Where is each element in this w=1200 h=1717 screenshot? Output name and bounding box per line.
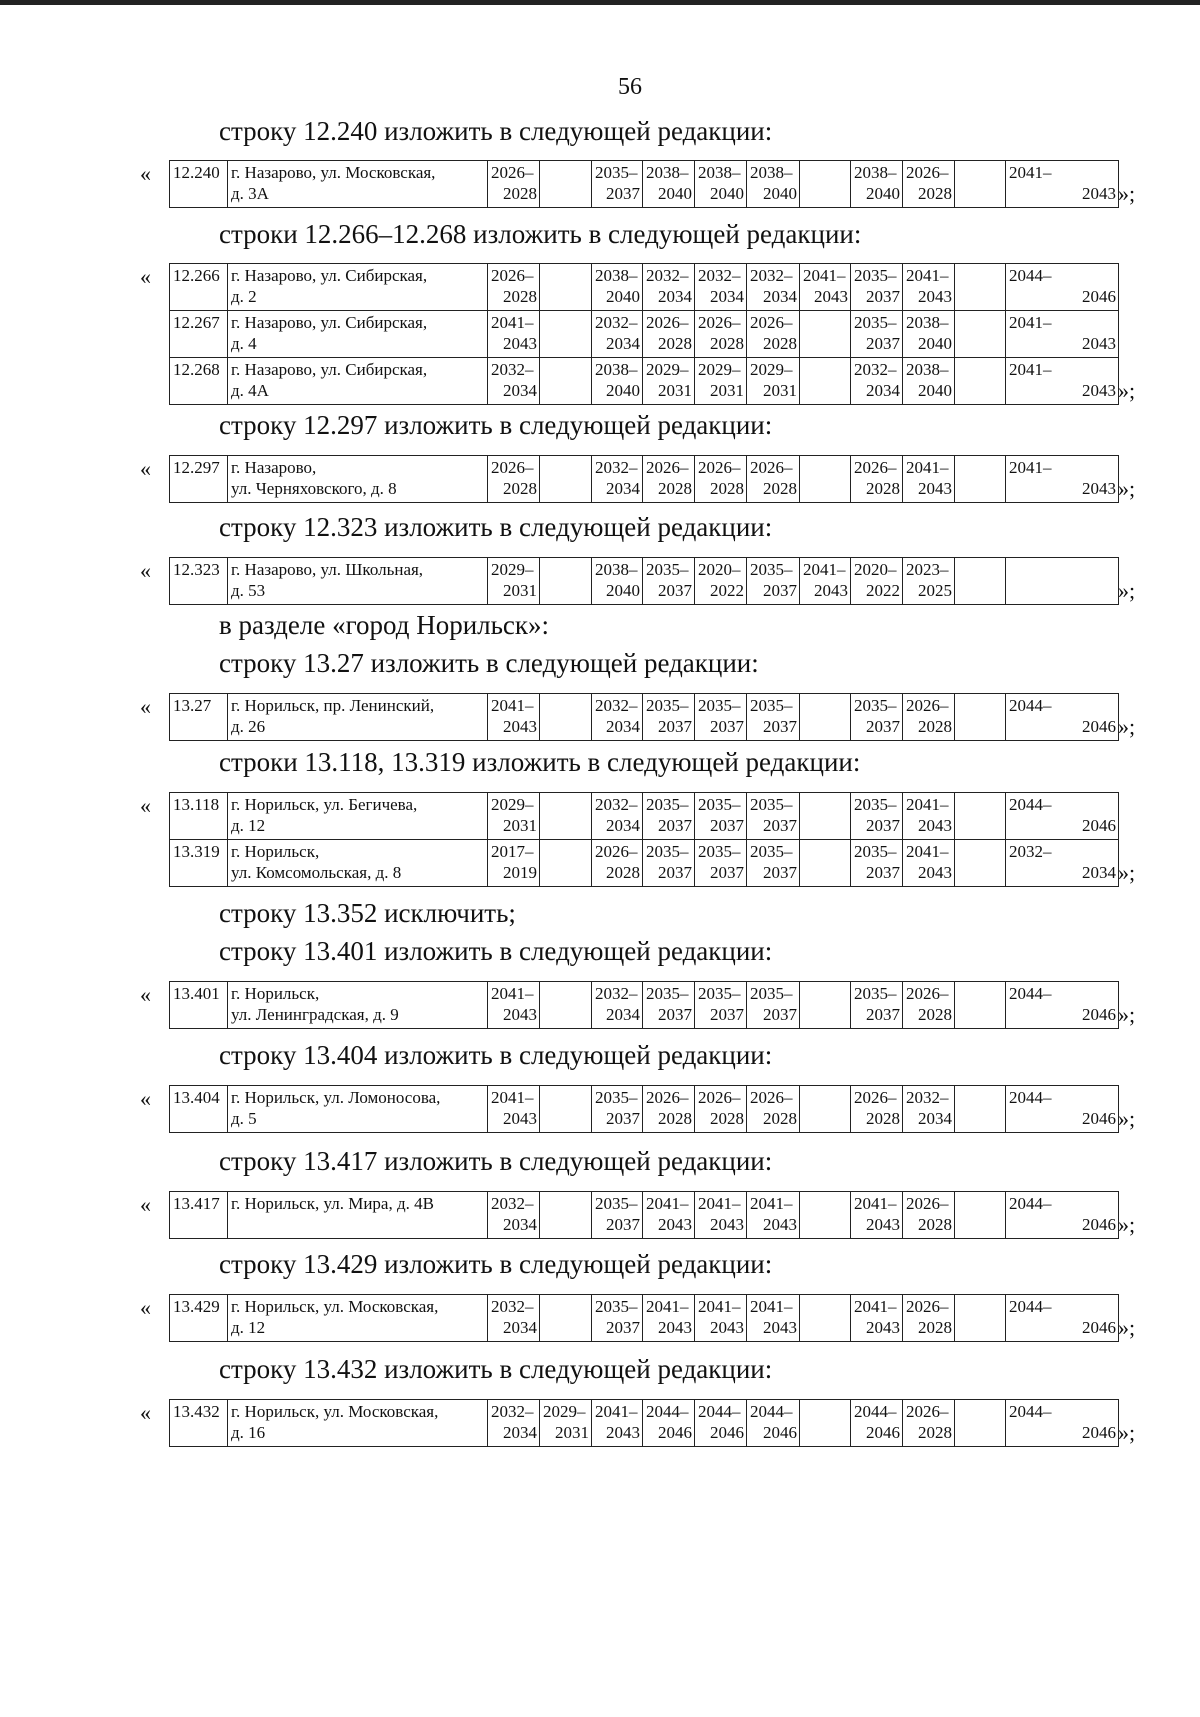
- year-range-cell: 2035– 2037: [643, 982, 695, 1029]
- table-row: [170, 982, 1119, 1029]
- address-cell: г. Норильск, ул. Московская, д. 16: [228, 1400, 488, 1447]
- year-range-cell: 2029– 2031: [695, 358, 747, 405]
- year-range-cell: 2035– 2037: [747, 694, 800, 741]
- address-cell: г. Назарово, ул. Школьная, д. 53: [228, 558, 488, 605]
- year-range-cell: 2044– 2046: [1006, 1400, 1119, 1447]
- open-quote: «: [140, 264, 151, 289]
- year-range-cell: 2026– 2028: [643, 311, 695, 358]
- year-range-cell: 2032– 2034: [643, 264, 695, 311]
- amendment-table: [169, 693, 1119, 741]
- year-range-cell: 2035– 2037: [592, 161, 643, 208]
- year-range-cell: [800, 358, 851, 405]
- open-quote: «: [140, 1295, 151, 1320]
- year-range-cell: 2029– 2031: [540, 1400, 592, 1447]
- table-row: [170, 1295, 1119, 1342]
- year-range-cell: 2032– 2034: [488, 1295, 540, 1342]
- year-range-cell: 2032– 2034: [592, 456, 643, 503]
- year-range-cell: 2032– 2034: [695, 264, 747, 311]
- year-range-cell: 2026– 2028: [903, 694, 955, 741]
- year-range-cell: [955, 1295, 1006, 1342]
- year-range-cell: 2041– 2043: [1006, 161, 1119, 208]
- table-row: [170, 694, 1119, 741]
- open-quote: «: [140, 793, 151, 818]
- year-range-cell: 2044– 2046: [1006, 793, 1119, 840]
- year-range-cell: [800, 1086, 851, 1133]
- year-range-cell: [955, 1086, 1006, 1133]
- year-range-cell: [955, 358, 1006, 405]
- year-range-cell: 2020– 2022: [695, 558, 747, 605]
- section-heading: строку 13.352 исключить;: [219, 898, 516, 928]
- year-range-cell: [955, 161, 1006, 208]
- section-heading: строки 13.118, 13.319 изложить в следующей редакции:: [219, 747, 861, 777]
- year-range-cell: 2035– 2037: [592, 1192, 643, 1239]
- amendment-table: [169, 263, 1119, 405]
- section-heading: строку 13.404 изложить в следующей редакции:: [219, 1040, 773, 1070]
- year-range-cell: 2026– 2028: [851, 1086, 903, 1133]
- row-number: 13.404: [170, 1086, 228, 1133]
- open-quote: «: [140, 694, 151, 719]
- row-number: 13.27: [170, 694, 228, 741]
- address-cell: г. Назарово, ул. Сибирская, д. 4: [228, 311, 488, 358]
- table-row: [170, 1192, 1119, 1239]
- close-quote: »;: [1118, 378, 1136, 403]
- table-row: [170, 311, 1119, 358]
- year-range-cell: [540, 1192, 592, 1239]
- year-range-cell: 2032– 2034: [592, 694, 643, 741]
- year-range-cell: 2044– 2046: [1006, 1086, 1119, 1133]
- year-range-cell: [800, 456, 851, 503]
- address-cell: г. Назарово, ул. Сибирская, д. 2: [228, 264, 488, 311]
- year-range-cell: 2026– 2028: [747, 1086, 800, 1133]
- year-range-cell: [540, 840, 592, 887]
- section-heading: строку 13.27 изложить в следующей редакции:: [219, 648, 759, 678]
- year-range-cell: 2026– 2028: [592, 840, 643, 887]
- address-cell: г. Назарово, ул. Московская, д. 3А: [228, 161, 488, 208]
- year-range-cell: [1006, 558, 1119, 605]
- amendment-table: [169, 1294, 1119, 1342]
- year-range-cell: 2044– 2046: [1006, 982, 1119, 1029]
- year-range-cell: 2026– 2028: [747, 311, 800, 358]
- year-range-cell: 2026– 2028: [488, 264, 540, 311]
- year-range-cell: 2035– 2037: [747, 558, 800, 605]
- row-number: 13.432: [170, 1400, 228, 1447]
- close-quote: »;: [1118, 476, 1136, 501]
- year-range-cell: [540, 311, 592, 358]
- row-number: 12.240: [170, 161, 228, 208]
- close-quote: »;: [1118, 714, 1136, 739]
- year-range-cell: [800, 311, 851, 358]
- year-range-cell: 2038– 2040: [592, 358, 643, 405]
- table-row: [170, 840, 1119, 887]
- year-range-cell: 2035– 2037: [643, 840, 695, 887]
- table-row: [170, 161, 1119, 208]
- year-range-cell: 2041– 2043: [1006, 311, 1119, 358]
- open-quote: «: [140, 558, 151, 583]
- close-quote: »;: [1118, 181, 1136, 206]
- year-range-cell: 2038– 2040: [747, 161, 800, 208]
- close-quote: »;: [1118, 1106, 1136, 1131]
- address-cell: г. Норильск, ул. Комсомольская, д. 8: [228, 840, 488, 887]
- year-range-cell: 2041– 2043: [488, 694, 540, 741]
- amendment-table: [169, 792, 1119, 887]
- year-range-cell: 2029– 2031: [488, 793, 540, 840]
- year-range-cell: 2041– 2043: [1006, 358, 1119, 405]
- year-range-cell: [540, 358, 592, 405]
- year-range-cell: 2044– 2046: [747, 1400, 800, 1447]
- amendment-table: [169, 1085, 1119, 1133]
- section-heading: строку 13.401 изложить в следующей редакции:: [219, 936, 773, 966]
- year-range-cell: 2026– 2028: [903, 1400, 955, 1447]
- year-range-cell: 2038– 2040: [851, 161, 903, 208]
- address-cell: г. Норильск, ул. Московская, д. 12: [228, 1295, 488, 1342]
- page-number: 56: [618, 74, 642, 100]
- year-range-cell: 2026– 2028: [903, 982, 955, 1029]
- year-range-cell: 2038– 2040: [592, 558, 643, 605]
- table-row: [170, 358, 1119, 405]
- year-range-cell: 2038– 2040: [903, 358, 955, 405]
- year-range-cell: 2035– 2037: [695, 793, 747, 840]
- year-range-cell: [955, 558, 1006, 605]
- year-range-cell: [800, 982, 851, 1029]
- year-range-cell: 2026– 2028: [643, 456, 695, 503]
- address-cell: г. Норильск, ул. Бегичева, д. 12: [228, 793, 488, 840]
- year-range-cell: 2035– 2037: [747, 793, 800, 840]
- year-range-cell: 2035– 2037: [643, 694, 695, 741]
- year-range-cell: 2041– 2043: [747, 1295, 800, 1342]
- year-range-cell: [955, 264, 1006, 311]
- year-range-cell: [800, 1295, 851, 1342]
- year-range-cell: 2026– 2028: [488, 456, 540, 503]
- year-range-cell: 2038– 2040: [643, 161, 695, 208]
- year-range-cell: 2026– 2028: [851, 456, 903, 503]
- close-quote: »;: [1118, 1315, 1136, 1340]
- year-range-cell: 2041– 2043: [903, 456, 955, 503]
- year-range-cell: 2044– 2046: [851, 1400, 903, 1447]
- address-cell: г. Назарово, ул. Сибирская, д. 4А: [228, 358, 488, 405]
- year-range-cell: 2035– 2037: [851, 793, 903, 840]
- section-heading: строку 13.429 изложить в следующей редакции:: [219, 1249, 773, 1279]
- year-range-cell: 2035– 2037: [643, 793, 695, 840]
- table-row: [170, 456, 1119, 503]
- open-quote: «: [140, 1192, 151, 1217]
- amendment-table: [169, 981, 1119, 1029]
- section-heading: строку 12.240 изложить в следующей редакции:: [219, 116, 773, 146]
- year-range-cell: 2026– 2028: [488, 161, 540, 208]
- year-range-cell: 2041– 2043: [903, 793, 955, 840]
- year-range-cell: 2032– 2034: [488, 1400, 540, 1447]
- year-range-cell: 2029– 2031: [747, 358, 800, 405]
- year-range-cell: 2020– 2022: [851, 558, 903, 605]
- row-number: 12.323: [170, 558, 228, 605]
- table-row: [170, 1400, 1119, 1447]
- year-range-cell: [800, 793, 851, 840]
- year-range-cell: [800, 694, 851, 741]
- row-number: 12.268: [170, 358, 228, 405]
- amendment-table: [169, 160, 1119, 208]
- year-range-cell: 2029– 2031: [488, 558, 540, 605]
- year-range-cell: 2035– 2037: [851, 840, 903, 887]
- year-range-cell: 2026– 2028: [643, 1086, 695, 1133]
- year-range-cell: 2038– 2040: [592, 264, 643, 311]
- row-number: 13.429: [170, 1295, 228, 1342]
- table-row: [170, 264, 1119, 311]
- section-heading: в разделе «город Норильск»:: [219, 610, 550, 640]
- year-range-cell: 2035– 2037: [643, 558, 695, 605]
- year-range-cell: 2035– 2037: [592, 1295, 643, 1342]
- year-range-cell: 2026– 2028: [695, 456, 747, 503]
- open-quote: «: [140, 1086, 151, 1111]
- year-range-cell: 2023– 2025: [903, 558, 955, 605]
- year-range-cell: 2044– 2046: [1006, 1295, 1119, 1342]
- year-range-cell: 2041– 2043: [903, 840, 955, 887]
- year-range-cell: 2038– 2040: [903, 311, 955, 358]
- row-number: 13.118: [170, 793, 228, 840]
- year-range-cell: [955, 1192, 1006, 1239]
- amendment-table: [169, 455, 1119, 503]
- year-range-cell: [955, 1400, 1006, 1447]
- year-range-cell: 2032– 2034: [592, 793, 643, 840]
- close-quote: »;: [1118, 860, 1136, 885]
- open-quote: «: [140, 456, 151, 481]
- year-range-cell: 2041– 2043: [643, 1192, 695, 1239]
- section-heading: строку 12.297 изложить в следующей редакции:: [219, 410, 773, 440]
- open-quote: «: [140, 982, 151, 1007]
- year-range-cell: 2026– 2028: [695, 1086, 747, 1133]
- year-range-cell: 2044– 2046: [643, 1400, 695, 1447]
- year-range-cell: [800, 1192, 851, 1239]
- year-range-cell: 2032– 2034: [488, 1192, 540, 1239]
- address-cell: г. Норильск, пр. Ленинский, д. 26: [228, 694, 488, 741]
- year-range-cell: 2041– 2043: [695, 1295, 747, 1342]
- year-range-cell: [540, 694, 592, 741]
- year-range-cell: 2029– 2031: [643, 358, 695, 405]
- year-range-cell: [540, 793, 592, 840]
- year-range-cell: 2035– 2037: [695, 840, 747, 887]
- table-row: [170, 1086, 1119, 1133]
- close-quote: »;: [1118, 1420, 1136, 1445]
- year-range-cell: 2032– 2034: [488, 358, 540, 405]
- year-range-cell: [540, 558, 592, 605]
- year-range-cell: 2041– 2043: [643, 1295, 695, 1342]
- year-range-cell: 2032– 2034: [903, 1086, 955, 1133]
- amendment-table: [169, 1399, 1119, 1447]
- section-heading: строку 12.323 изложить в следующей редакции:: [219, 512, 773, 542]
- row-number: 12.297: [170, 456, 228, 503]
- year-range-cell: 2035– 2037: [851, 264, 903, 311]
- year-range-cell: 2041– 2043: [695, 1192, 747, 1239]
- year-range-cell: [955, 694, 1006, 741]
- open-quote: «: [140, 1400, 151, 1425]
- year-range-cell: 2026– 2028: [903, 1192, 955, 1239]
- year-range-cell: [800, 161, 851, 208]
- year-range-cell: 2035– 2037: [851, 311, 903, 358]
- year-range-cell: 2044– 2046: [695, 1400, 747, 1447]
- year-range-cell: 2035– 2037: [747, 982, 800, 1029]
- year-range-cell: [540, 456, 592, 503]
- year-range-cell: [800, 1400, 851, 1447]
- year-range-cell: 2017– 2019: [488, 840, 540, 887]
- table-row: [170, 793, 1119, 840]
- year-range-cell: [540, 161, 592, 208]
- year-range-cell: 2032– 2034: [747, 264, 800, 311]
- year-range-cell: [955, 793, 1006, 840]
- year-range-cell: 2041– 2043: [800, 558, 851, 605]
- year-range-cell: 2026– 2028: [903, 161, 955, 208]
- year-range-cell: 2035– 2037: [695, 694, 747, 741]
- year-range-cell: 2041– 2043: [488, 1086, 540, 1133]
- address-cell: г. Норильск, ул. Ломоносова, д. 5: [228, 1086, 488, 1133]
- section-heading: строку 13.417 изложить в следующей редакции:: [219, 1146, 773, 1176]
- year-range-cell: [540, 1295, 592, 1342]
- year-range-cell: 2035– 2037: [695, 982, 747, 1029]
- year-range-cell: 2026– 2028: [695, 311, 747, 358]
- year-range-cell: 2041– 2043: [592, 1400, 643, 1447]
- close-quote: »;: [1118, 1212, 1136, 1237]
- year-range-cell: 2041– 2043: [488, 982, 540, 1029]
- section-heading: строки 12.266–12.268 изложить в следующей редакции:: [219, 219, 862, 249]
- year-range-cell: [955, 840, 1006, 887]
- year-range-cell: 2035– 2037: [747, 840, 800, 887]
- year-range-cell: 2041– 2043: [800, 264, 851, 311]
- year-range-cell: 2038– 2040: [695, 161, 747, 208]
- year-range-cell: [540, 982, 592, 1029]
- year-range-cell: 2041– 2043: [851, 1295, 903, 1342]
- year-range-cell: 2044– 2046: [1006, 694, 1119, 741]
- table-row: [170, 558, 1119, 605]
- year-range-cell: 2041– 2043: [747, 1192, 800, 1239]
- year-range-cell: 2032– 2034: [1006, 840, 1119, 887]
- row-number: 13.319: [170, 840, 228, 887]
- year-range-cell: [540, 1086, 592, 1133]
- row-number: 12.267: [170, 311, 228, 358]
- address-cell: г. Норильск, ул. Мира, д. 4В: [228, 1192, 488, 1239]
- year-range-cell: 2041– 2043: [488, 311, 540, 358]
- year-range-cell: 2035– 2037: [592, 1086, 643, 1133]
- year-range-cell: 2041– 2043: [1006, 456, 1119, 503]
- year-range-cell: 2032– 2034: [851, 358, 903, 405]
- year-range-cell: [955, 311, 1006, 358]
- close-quote: »;: [1118, 1002, 1136, 1027]
- row-number: 13.417: [170, 1192, 228, 1239]
- year-range-cell: 2041– 2043: [903, 264, 955, 311]
- year-range-cell: 2044– 2046: [1006, 264, 1119, 311]
- scan-top-edge: [0, 0, 1200, 5]
- year-range-cell: 2035– 2037: [851, 982, 903, 1029]
- address-cell: г. Назарово, ул. Черняховского, д. 8: [228, 456, 488, 503]
- year-range-cell: [955, 456, 1006, 503]
- year-range-cell: 2032– 2034: [592, 311, 643, 358]
- row-number: 13.401: [170, 982, 228, 1029]
- year-range-cell: 2041– 2043: [851, 1192, 903, 1239]
- amendment-table: [169, 557, 1119, 605]
- year-range-cell: 2035– 2037: [851, 694, 903, 741]
- year-range-cell: [540, 264, 592, 311]
- amendment-table: [169, 1191, 1119, 1239]
- row-number: 12.266: [170, 264, 228, 311]
- year-range-cell: 2044– 2046: [1006, 1192, 1119, 1239]
- year-range-cell: 2026– 2028: [903, 1295, 955, 1342]
- year-range-cell: [800, 840, 851, 887]
- open-quote: «: [140, 161, 151, 186]
- address-cell: г. Норильск, ул. Ленинградская, д. 9: [228, 982, 488, 1029]
- section-heading: строку 13.432 изложить в следующей редакции:: [219, 1354, 773, 1384]
- year-range-cell: [955, 982, 1006, 1029]
- year-range-cell: 2032– 2034: [592, 982, 643, 1029]
- close-quote: »;: [1118, 578, 1136, 603]
- year-range-cell: 2026– 2028: [747, 456, 800, 503]
